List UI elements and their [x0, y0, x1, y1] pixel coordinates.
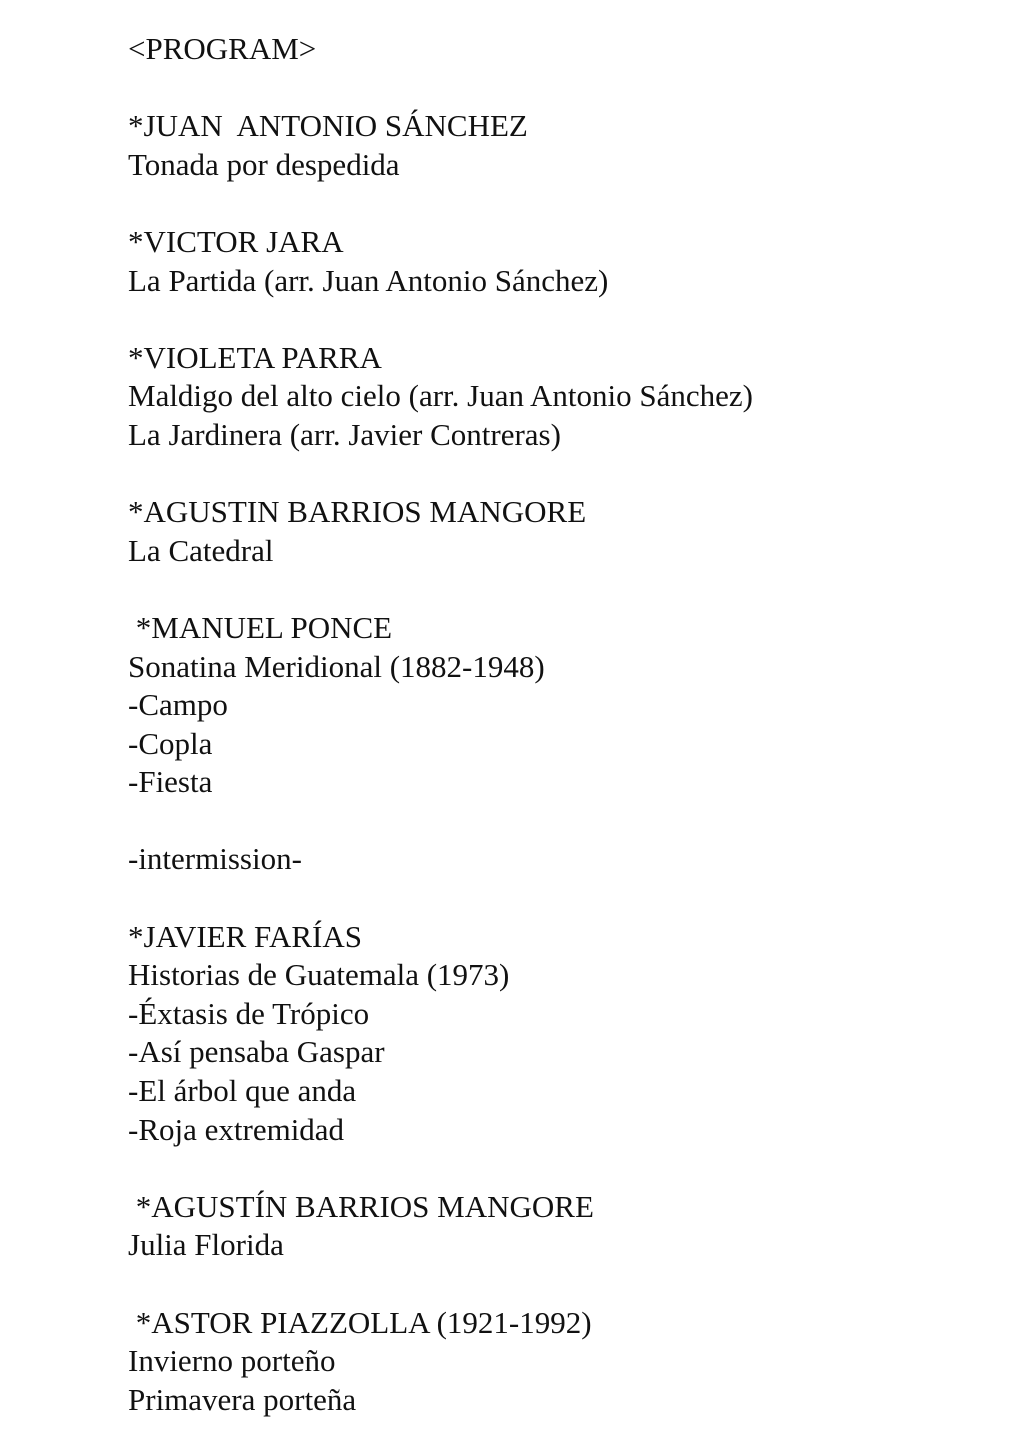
program-header: <PROGRAM>	[128, 31, 317, 66]
work-title: Primavera porteña	[128, 1381, 357, 1417]
spacer	[128, 69, 988, 108]
spacer	[128, 1265, 988, 1304]
composer-heading: *AGUSTÍN BARRIOS MANGORE	[128, 1188, 594, 1224]
spacer	[128, 1149, 988, 1188]
movement: -Copla	[128, 725, 213, 761]
work-title: Tonada por despedida	[128, 146, 400, 182]
movement: -Éxtasis de Trópico	[128, 995, 370, 1031]
work-title: Maldigo del alto cielo (arr. Juan Antonio Sánchez)	[128, 378, 753, 414]
work-title: La Catedral	[128, 532, 274, 568]
intermission-label: -intermission-	[128, 841, 302, 877]
work-title: Historias de Guatemala (1973)	[128, 957, 510, 993]
spacer	[128, 184, 988, 223]
composer-heading: *MANUEL PONCE	[128, 609, 393, 645]
spacer	[128, 879, 988, 918]
spacer	[128, 455, 988, 494]
program-document	[128, 30, 988, 1419]
work-title: Julia Florida	[128, 1227, 284, 1263]
work-title: Sonatina Meridional (1882-1948)	[128, 648, 545, 684]
composer-heading: *ASTOR PIAZZOLLA (1921-1992)	[128, 1304, 592, 1340]
work-title: La Jardinera (arr. Javier Contreras)	[128, 416, 561, 452]
spacer	[128, 300, 988, 339]
movement: -Así pensaba Gaspar	[128, 1034, 385, 1070]
composer-heading: *AGUSTIN BARRIOS MANGORE	[128, 494, 587, 530]
work-title: Invierno porteño	[128, 1343, 336, 1379]
composer-heading: *VICTOR JARA	[128, 223, 344, 259]
composer-heading: *JUAN ANTONIO SÁNCHEZ	[128, 108, 528, 144]
movement: -Roja extremidad	[128, 1111, 345, 1147]
spacer	[128, 802, 988, 841]
movement: -Campo	[128, 687, 228, 723]
spacer	[128, 570, 988, 609]
movement: -Fiesta	[128, 764, 213, 800]
composer-heading: *VIOLETA PARRA	[128, 339, 382, 375]
work-title: La Partida (arr. Juan Antonio Sánchez)	[128, 262, 609, 298]
movement: -El árbol que anda	[128, 1073, 357, 1109]
composer-heading: *JAVIER FARÍAS	[128, 918, 362, 954]
